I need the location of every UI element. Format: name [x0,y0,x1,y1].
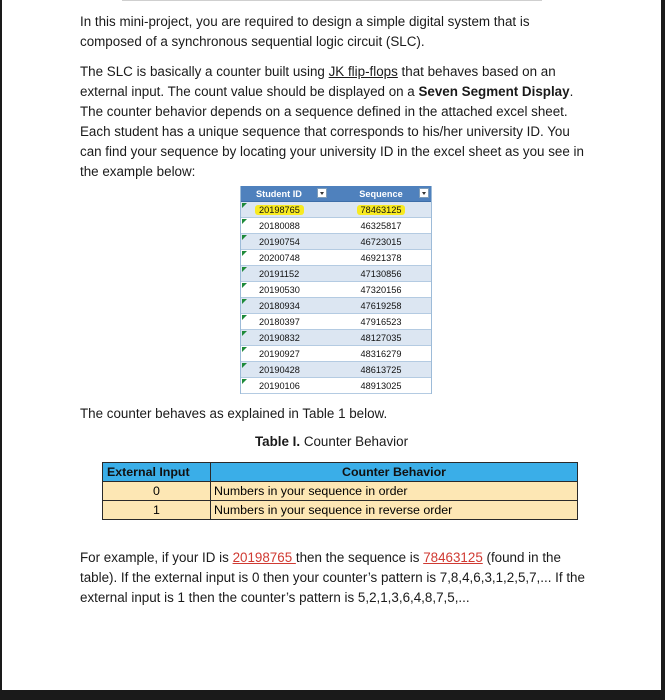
excel-header-row [241,186,431,202]
excel-header-sequence [331,186,431,201]
excel-row [241,234,431,250]
student-id-text: 20198765 [255,205,304,215]
example-text-3: (found in the table). If the external input is 0 then your counter’s pattern is 7,8,4,6,3,1,2,5,7,... If the external input is 1 then the counter’s pattern is 5,2,1,3,6,4,8,7,5,... [80,550,585,605]
sequence-text: 47916523 [360,316,402,327]
description-text-3: . The counter behavior depends on a sequence defined in the attached excel sheet. Each student has a unique sequence that corresponds to his/her university ID. You can find your sequence by locating your university ID in the excel sheet as you see in the example below: [80,84,584,179]
excel-cell-student-id [241,266,331,281]
jk-flip-flops-link[interactable]: JK flip-flops [328,64,398,79]
sequence-text: 47619258 [360,300,402,311]
excel-cell-sequence [331,362,431,377]
counter-behavior-value: Numbers in your sequence in reverse order [214,503,453,517]
header-external-input: External Input [103,463,211,481]
excel-cell-sequence [331,234,431,249]
sequence-text: 47320156 [360,284,402,295]
error-indicator-icon [242,283,247,288]
student-id-text: 20190927 [259,348,300,359]
student-id-text: 20191152 [259,268,300,279]
student-id-text: 20180088 [259,220,300,231]
seven-segment-display-bold: Seven Segment Display [418,84,570,99]
error-indicator-icon [242,347,247,352]
counter-table-row [103,482,577,501]
excel-cell-student-id [241,314,331,329]
error-indicator-icon [242,299,247,304]
student-id-text: 20190428 [259,364,300,375]
excel-row [241,266,431,282]
excel-cell-student-id [241,330,331,345]
excel-cell-student-id [241,218,331,233]
external-input-value: 0 [103,482,211,500]
excel-cell-student-id [241,250,331,265]
sequence-text: 46723015 [360,236,402,247]
excel-row [241,362,431,378]
description-text-2: that behaves based on an external input. The count value should be displayed on a [80,64,556,99]
description-text-1: The SLC is basically a counter built using [80,64,329,79]
counter-table-row [103,501,577,519]
intro-paragraph [80,12,590,52]
error-indicator-icon [242,331,247,336]
document-page [2,0,661,690]
excel-cell-sequence [331,218,431,233]
excel-cell-student-id [241,298,331,313]
excel-header-sequence-label: Sequence [359,188,403,199]
example-text-1: For example, if your ID is [80,550,233,565]
table-caption-label: Table I. [254,434,301,449]
header-counter-behavior: Counter Behavior [342,465,446,479]
error-indicator-icon [242,251,247,256]
excel-cell-student-id [241,202,331,217]
excel-cell-sequence [331,202,431,217]
sequence-text: 48316279 [360,348,402,359]
example-sequence: 78463125 [423,550,483,565]
excel-cell-sequence [331,266,431,281]
excel-header-student-id-label: Student ID [256,188,302,199]
excel-row [241,314,431,330]
excel-cell-student-id [241,346,331,361]
excel-row [241,202,431,218]
student-id-text: 20190530 [259,284,300,295]
sequence-text: 47130856 [360,268,402,279]
excel-cell-sequence [331,250,431,265]
student-id-text: 20200748 [259,252,300,263]
error-indicator-icon [242,267,247,272]
excel-cell-student-id [241,362,331,377]
error-indicator-icon [242,379,247,384]
sequence-text: 48613725 [360,364,402,375]
excel-cell-sequence [331,330,431,345]
page-top-divider [122,0,542,1]
sequence-text: 48127035 [360,332,402,343]
excel-row [241,346,431,362]
example-id: 20198765 [232,550,296,565]
excel-row [241,298,431,314]
excel-cell-sequence [331,346,431,361]
error-indicator-icon [242,315,247,320]
description-paragraph [80,62,590,182]
counter-table-header-row [103,463,577,482]
sequence-text: 46921378 [360,252,402,263]
error-indicator-icon [242,363,247,368]
excel-cell-sequence [331,298,431,313]
sequence-text: 48913025 [360,380,402,391]
excel-sequence-table [240,186,432,394]
student-id-text: 20180934 [259,300,300,311]
excel-cell-sequence [331,314,431,329]
error-indicator-icon [242,219,247,224]
sequence-text: 46325817 [360,220,402,231]
excel-row [241,250,431,266]
counter-behavior-value: Numbers in your sequence in order [214,484,408,498]
example-paragraph [80,548,590,608]
excel-cell-student-id [241,234,331,249]
filter-dropdown-icon[interactable] [317,188,327,198]
table-caption-title: Counter Behavior [300,434,409,449]
excel-row [241,282,431,298]
student-id-text: 20190754 [259,236,300,247]
student-id-text: 20180397 [259,316,300,327]
table-caption [2,434,661,449]
excel-row [241,218,431,234]
error-indicator-icon [242,235,247,240]
student-id-text: 20190832 [259,332,300,343]
excel-row [241,378,431,394]
excel-cell-sequence [331,378,431,393]
excel-cell-student-id [241,282,331,297]
intro-text: In this mini-project, you are required to design a simple digital system that is composed of a synchronous sequential logic circuit (SLC). [80,14,530,49]
counter-intro-text: The counter behaves as explained in Table 1 below. [80,406,388,421]
error-indicator-icon [242,203,247,208]
excel-cell-sequence [331,282,431,297]
sequence-text: 78463125 [357,205,406,215]
student-id-text: 20190106 [259,380,300,391]
excel-cell-student-id [241,378,331,393]
counter-behavior-table [102,462,578,520]
excel-header-student-id [241,186,331,201]
excel-row [241,330,431,346]
excel-body [241,202,431,394]
example-text-2: then the sequence is [295,550,424,565]
filter-dropdown-icon[interactable] [419,188,429,198]
external-input-value: 1 [103,501,211,519]
